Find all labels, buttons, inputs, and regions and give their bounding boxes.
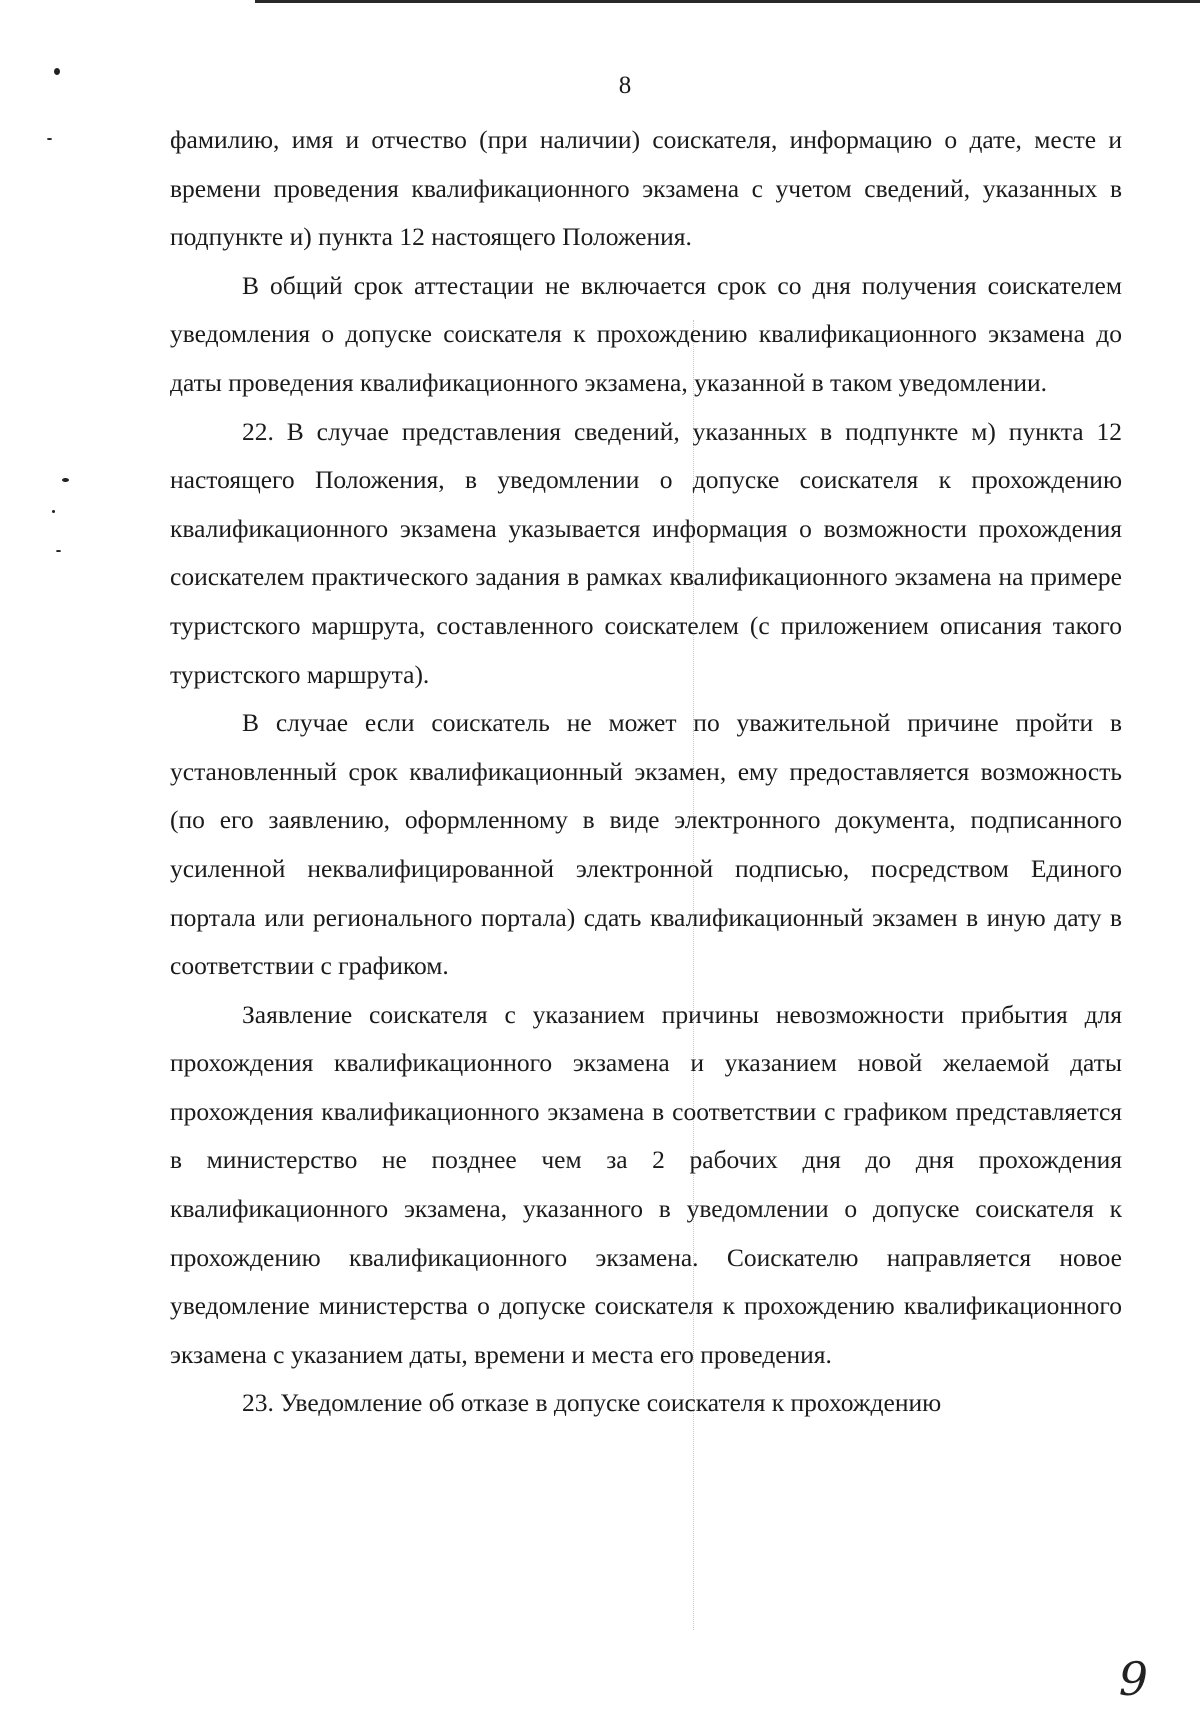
page-number: 8 [618,72,632,99]
paragraph-attestation-term: В общий срок аттестации не включается срок со дня получения соискателем уведомления о допуске соискателя к прохождению квалификационного экзамена до даты проведения квалификационного экзамена, указанной в таком уведомлении. [170,270,1122,397]
paragraph-clause-23: 23. Уведомление об отказе в допуске соискателя к прохождению [242,1388,942,1418]
paragraph-rescheduling: В случае если соискатель не может по уважительной причине пройти в установленный срок квалификационный экзамен, ему предоставляется возможность (по его заявлению, оформленному в виде электронного документа, подписанного усиленной неквалифицированной электронной подписью, посредством Единого портала или регионального портала) сдать квалификационный экзамен в иную дату в соответствии с графиком. [170,708,1122,981]
paragraph-application: Заявление соискателя с указанием причины невозможности прибытия для прохождения квалификационного экзамена и указанием новой желаемой даты прохождения квалификационного экзамена в соответствии с графиком представляется в министерство не позднее чем за 2 рабочих дня до дня прохождения квалификационного экзамена, указанного в уведомлении о допуске соискателя к прохождению квалификационного экзамена. Соискателю направляется новое уведомление министерства о допуске соискателя к прохождению квалификационного экзамена с указанием даты, времени и места его проведения. [170,999,1122,1369]
handwritten-page-mark: 9 [1118,1652,1148,1706]
scan-speck [56,550,61,552]
scan-speck [47,138,52,140]
scan-top-edge-line [255,0,1200,3]
scan-speck [62,478,69,482]
paragraph-clause-22: 22. В случае представления сведений, указанных в подпункте м) пункта 12 настоящего Положения, в уведомлении о допуске соискателя к прохождению квалификационного экзамена указывается информация о возможности прохождения соискателем практического задания в рамках квалификационного экзамена на примере туристского маршрута, составленного соискателем (с приложением описания такого туристского маршрута). [170,416,1122,689]
paragraph-continuation: фамилию, имя и отчество (при наличии) соискателя, информацию о дате, месте и времени проведения квалификационного экзамена с учетом сведений, указанных в подпункте и) пункта 12 настоящего Положения. [170,125,1122,252]
document-body [170,116,1122,1428]
scan-speck [52,510,55,513]
